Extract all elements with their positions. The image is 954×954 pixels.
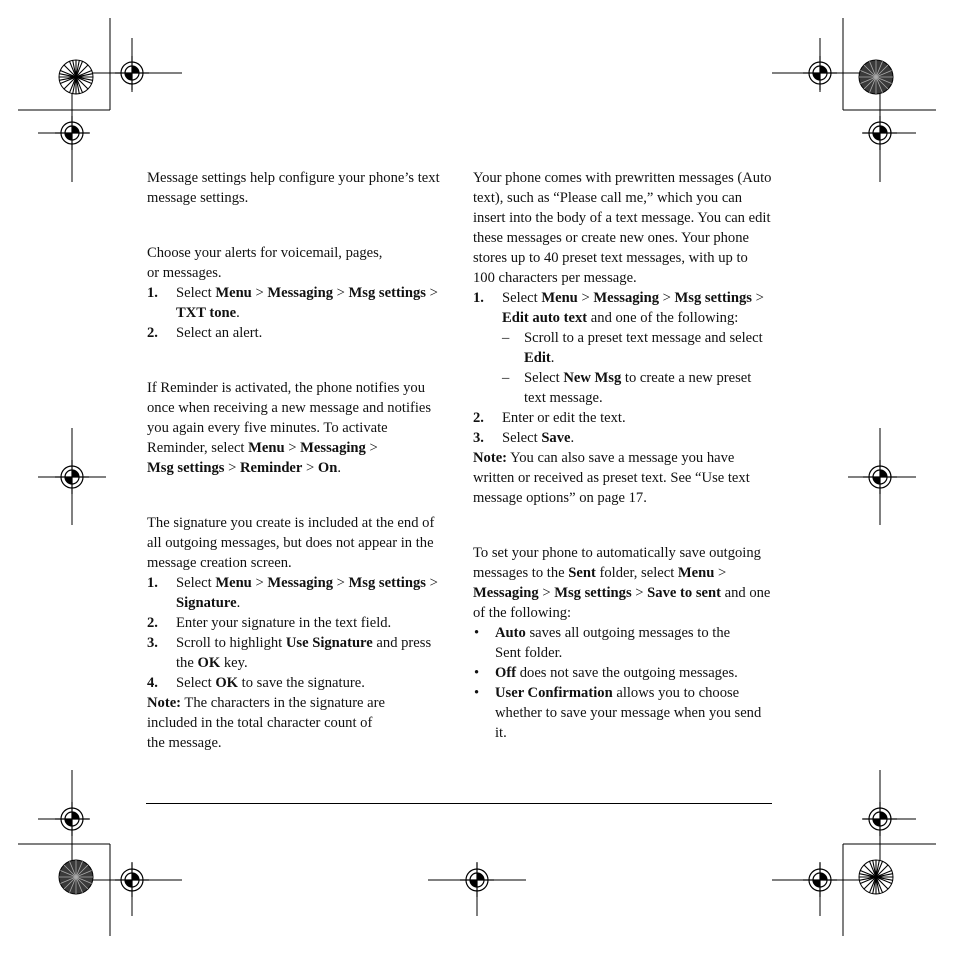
auto-text-sub-1: – Scroll to a preset text message and select Edit. xyxy=(502,330,763,366)
save-to-sent-paragraph: To set your phone to automatically save outgoing messages to the Sent folder, select Menu > Messaging > Msg settings > Save to sent and one of the following: xyxy=(473,545,771,621)
auto-text-intro: Your phone comes with prewritten messages (Auto text), such as “Please call me,” which you can insert into the body of a text message. You can edit these messages or create new ones. Your phone stores up to 40 preset text messages, with up to 100 characters per message. xyxy=(473,170,772,286)
auto-text-note: Note: You can also save a message you have written or received as preset text. See “Use text message options” on page 17. xyxy=(473,450,750,506)
alerts-section xyxy=(147,243,447,343)
signature-step-2: 2. Enter your signature in the text field. xyxy=(147,615,392,631)
auto-text-step-3: 3. Select Save. xyxy=(473,430,575,446)
footer-rule xyxy=(146,803,772,804)
auto-text-step-1: 1. Select Menu > Messaging > Msg settings > Edit auto text and one of the following: xyxy=(473,290,764,326)
right-column xyxy=(473,168,773,743)
reminder-paragraph: If Reminder is activated, the phone notifies you once when receiving a new message and notifies you again every five minutes. To activate Reminder, select Menu > Messaging > Msg settings > Reminder > On. xyxy=(147,380,432,476)
save-option-off: • Off does not save the outgoing messages. xyxy=(474,665,738,681)
save-option-user-confirmation: • User Confirmation allows you to choose whether to save your message when you send it. xyxy=(474,685,762,741)
left-column xyxy=(147,168,447,753)
auto-text-sub-2: – Select New Msg to create a new preset text message. xyxy=(502,370,752,406)
signature-step-1: 1. Select Menu > Messaging > Msg settings > Signature. xyxy=(147,575,438,611)
signature-intro: The signature you create is included at the end of all outgoing messages, but does not appear in the message creation screen. xyxy=(147,515,435,571)
signature-note: Note: The characters in the signature are included in the total character count of the message. xyxy=(147,695,385,751)
alerts-intro: Choose your alerts for voicemail, pages, or messages. xyxy=(147,245,383,281)
alerts-step-1: 1. Select Menu > Messaging > Msg settings > TXT tone. xyxy=(147,285,438,321)
signature-step-3: 3. Scroll to highlight Use Signature and press the OK key. xyxy=(147,635,432,671)
alerts-step-2: 2. Select an alert. xyxy=(147,325,263,341)
signature-step-4: 4. Select OK to save the signature. xyxy=(147,675,365,691)
auto-text-step-2: 2. Enter or edit the text. xyxy=(473,410,626,426)
signature-section xyxy=(147,513,447,753)
save-option-auto: • Auto saves all outgoing messages to the Sent folder. xyxy=(474,625,731,661)
intro-paragraph: Message settings help configure your phone’s text message settings. xyxy=(147,170,440,206)
